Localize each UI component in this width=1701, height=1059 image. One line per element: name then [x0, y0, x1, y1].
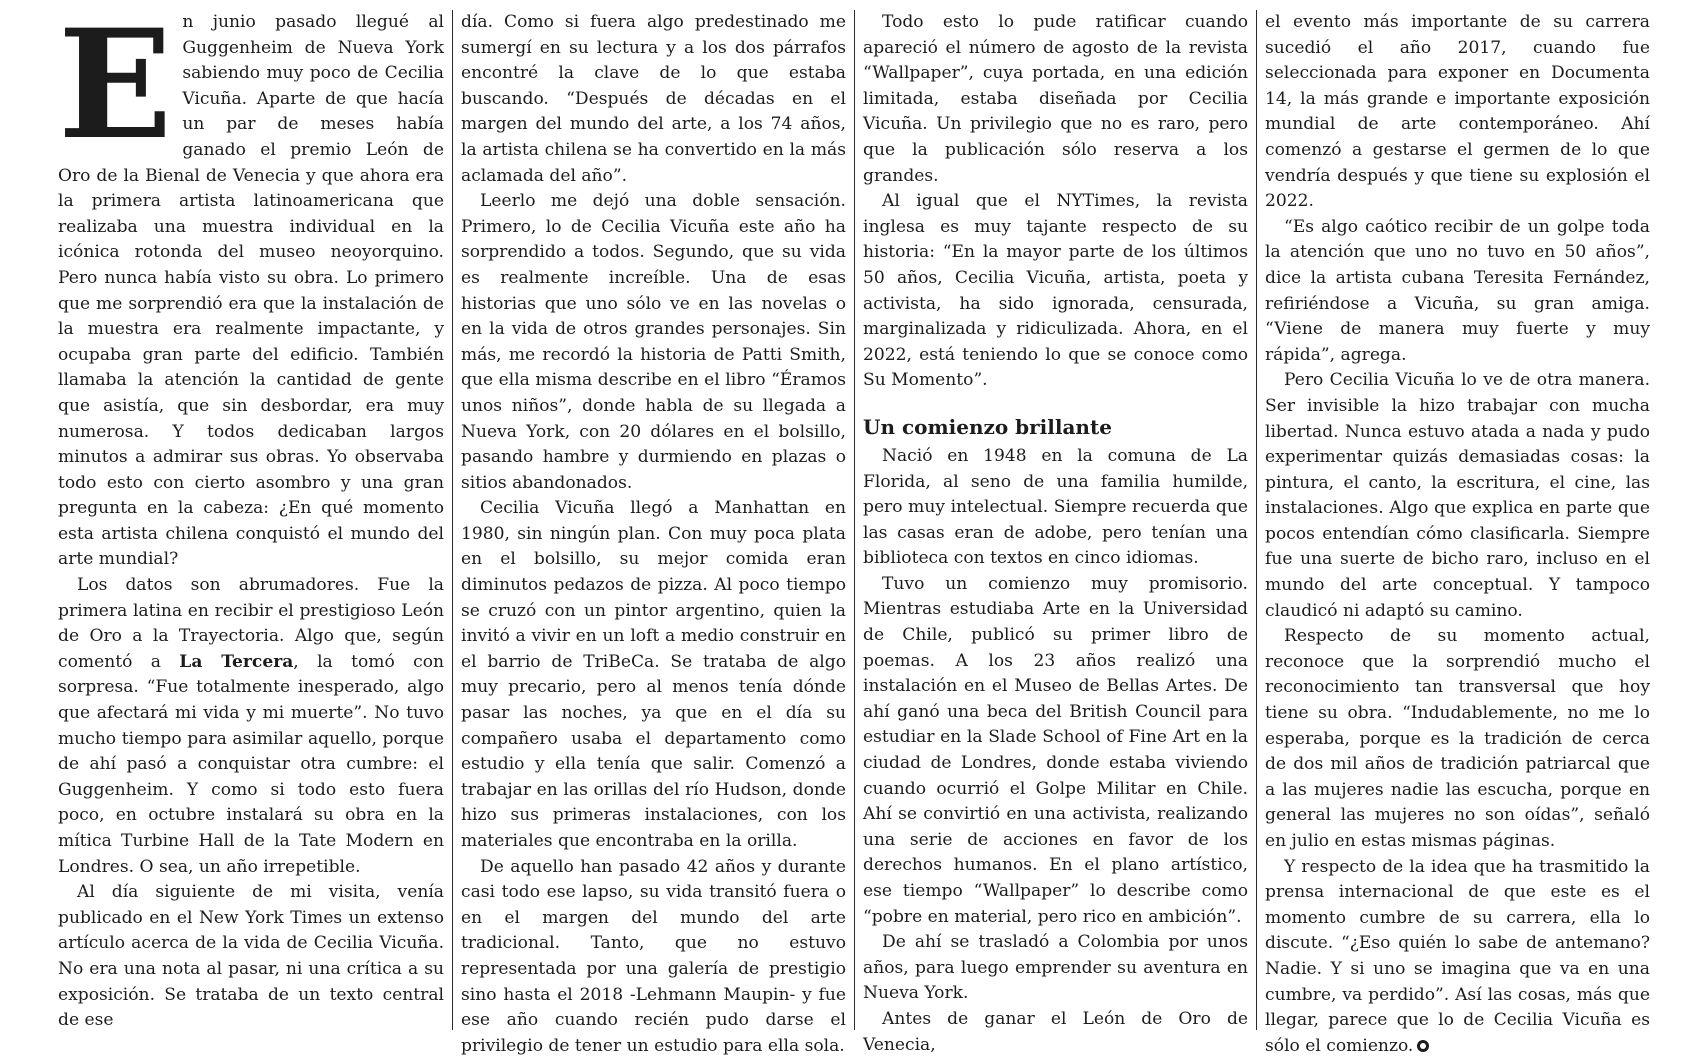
paragraph: Cecilia Vicuña llegó a Manhattan en 1980, sin ningún plan. Con muy poca plata en el bolsillo, su mejor comida eran diminutos pedazos de pizza. Al poco tiempo se cruzó con un pintor argentino, quien la invitó a vivir en un loft a medio construir en el barrio de TriBeCa. Se trataba de algo muy precario, pero al menos tenía dónde pasar las noches, ya que en el día su compañero usaba el departamento como estudio y ella tenía que salir. Comenzó a trabajar en las orillas del río Hudson, donde hizo sus primeras instalaciones, con los materiales que encontraba en la orilla. [461, 498, 846, 851]
paragraph: Tuvo un comienzo muy promisorio. Mientras estudiaba Arte en la Universidad de Chile, publicó su primer libro de poemas. A los 23 años realizó una instalación en el Museo de Bellas Artes. De ahí ganó una beca del British Council para estudiar en la Slade School of Fine Art en la ciudad de Londres, donde estaba viviendo cuando ocurrió el Golpe Militar en Chile. Ahí se convirtió en una activista, realizando una serie de acciones en favor de los derechos humanos. En el plano artístico, ese tiempo “Wallpaper” lo describe como “pobre en material, pero rico en ambición”. [863, 573, 1248, 927]
paragraph: el evento más importante de su carrera sucedió el año 2017, cuando fue seleccionada para exponer en Documenta 14, la más grande e importante exposición mundial de arte contemporáneo. Ahí comenzó a gestarse el germen de lo que vendría después y que tiene su explosión el 2022. [1265, 12, 1650, 212]
paragraph-text: Los datos son abrumadores. Fue la primera latina en recibir el prestigioso León de Oro a la Trayectoria. Algo que, según comentó a [58, 575, 444, 672]
paragraph-text: , la tomó con sorpresa. “Fue totalmente inesperado, algo que afectará mi vida y mi muerte”. No tuvo mucho tiempo para asimilar aquello, porque de ahí pasó a conquistar otra cumbre: el Guggenheim. Y como si todo esto fuera poco, en octubre instalará su obra en la mítica Turbine Hall de la Tate Modern en Londres. O sea, un año irrepetible. [58, 651, 444, 877]
paragraph: Antes de ganar el León de Oro de Venecia, [863, 1008, 1248, 1055]
paragraph: “Es algo caótico recibir de un golpe toda la atención que uno no tuvo en 50 años”, dice la artista cubana Teresita Fernández, refiriéndose a Vicuña, su gran amiga. “Viene de manera muy fuerte y muy rápida”, agrega. [1265, 216, 1650, 365]
paragraph-text: Y respecto de la idea que ha trasmitido la prensa internacional de que este es el momento cumbre de su carrera, ella lo discute. “¿Eso quién lo sabe de antemano? Nadie. Y si uno se imagina que va en una cumbre, va perdido”. Así las cosas, más que llegar, parece que lo de Cecilia Vicuña es sólo el comienzo. [1265, 856, 1650, 1056]
paragraph: Al día siguiente de mi visita, venía publicado en el New York Times un extenso artículo acerca de la vida de Cecilia Vicuña. No era una nota al pasar, ni una crítica a su exposición. Se trataba de un texto central de ese [58, 882, 444, 1031]
paragraph: Pero Cecilia Vicuña lo ve de otra manera. Ser invisible la hizo trabajar con mucha libertad. Nunca estuvo atada a nada y pudo experimentar quizás demasiadas cosas: la pintura, el canto, la escritura, el cine, las instalaciones. Algo que explica en parte que pocos entendían cómo clasificarla. Siempre fue una suerte de bicho raro, incluso en el mundo del arte conceptual. Y tampoco claudicó ni adaptó su camino. [1265, 370, 1650, 621]
paragraph: Respecto de su momento actual, reconoce que la sorprendió mucho el reconocimiento tan transversal que hoy tiene su obra. “Indudablemente, no me lo esperaba, porque es la tradición de cerca de dos mil años de tradición patriarcal que a las mujeres nadie las escucha, porque en general las mujeres no son oídas”, señaló en julio en estas mismas páginas. [1265, 626, 1650, 851]
end-mark-icon [1417, 1040, 1429, 1052]
paragraph: De ahí se trasladó a Colombia por unos años, para luego emprender su aventura en Nueva York. [863, 932, 1248, 1004]
paragraph: De aquello han pasado 42 años y durante casi todo ese lapso, su vida transitó fuera o en el margen del mundo del arte tradicional. Tanto, que no estuvo representada por una galería de prestigio sino hasta el 2018 -Lehmann Maupin- y fue ese año cuando recién pudo darse el privilegio de tener un estudio para ella sola. [461, 856, 846, 1056]
drop-cap: E [58, 0, 173, 173]
column-2 [452, 10, 854, 1056]
paragraph: Leerlo me dejó una doble sensación. Primero, lo de Cecilia Vicuña este año ha sorprendido a todos. Segundo, que su vida es realmente increíble. Una de esas historias que uno sólo ve en las novelas o en la vida de otros grandes personajes. Sin más, me recordó la historia de Patti Smith, que ella misma describe en el libro “Éramos unos niños”, donde habla de su llegada a Nueva York, con 20 dólares en el bolsillo, pasando hambre y durmiendo en plazas o sitios abandonados. [461, 191, 846, 493]
paragraph: día. Como si fuera algo predestinado me sumergí en su lectura y a los dos párrafos encontré la clave de lo que estaba buscando. “Después de décadas en el margen del mundo del arte, a los 74 años, la artista chilena se ha convertido en la más aclamada del año”. [461, 12, 846, 186]
paragraph: Al igual que el NYTimes, la revista inglesa es muy tajante respecto de su historia: “En la mayor parte de los últimos 50 años, Cecilia Vicuña, artista, poeta y activista, ha sido ignorada, censurada, marginalizada y ridiculizada. Ahora, en el 2022, está teniendo lo que se conoce como Su Momento”. [863, 191, 1248, 391]
column-4 [1256, 10, 1658, 1056]
article-page [50, 0, 1660, 1056]
publication-name: La Tercera [179, 651, 294, 672]
section-subheading: Un comienzo brillante [863, 414, 1112, 439]
paragraph: Nació en 1948 en la comuna de La Florida, al seno de una familia humilde, pero muy intelectual. Siempre recuerda que las casas eran de adobe, pero tenían una biblioteca con textos en cinco idiomas. [863, 445, 1248, 569]
column-1 [50, 0, 452, 1031]
paragraph [58, 573, 444, 880]
paragraph [1265, 855, 1650, 1059]
paragraph [58, 0, 444, 573]
paragraph: Todo esto lo pude ratificar cuando apareció el número de agosto de la revista “Wallpaper”, cuya portada, en una edición limitada, estaba diseñada por Cecilia Vicuña. Un privilegio que no es raro, pero que la publicación sólo reserva a los grandes. [863, 12, 1248, 186]
paragraph-text: n junio pasado llegué al Guggenheim de Nueva York sabiendo muy poco de Cecilia Vicuña. Aparte de que hacía un par de meses había ganado el premio León de Oro de la Bienal de Venecia y que ahora era la primera artista latinoamericana que realizaba una muestra individual en la icónica rotonda del museo neoyorquino. Pero nunca había visto su obra. Lo primero que me sorprendió era que la instalación de la muestra era realmente impactante, y ocupaba gran parte del edificio. También llamaba la atención la cantidad de gente que asistía, que sin desbordar, era muy numerosa. Y todos dedicaban largos minutos a admirar sus obras. Yo observaba todo esto con cierto asombro y una gran pregunta en la cabeza: ¿En qué momento esta artista chilena conquistó el mundo del arte mundial? [58, 12, 444, 570]
column-3 [854, 10, 1256, 1055]
